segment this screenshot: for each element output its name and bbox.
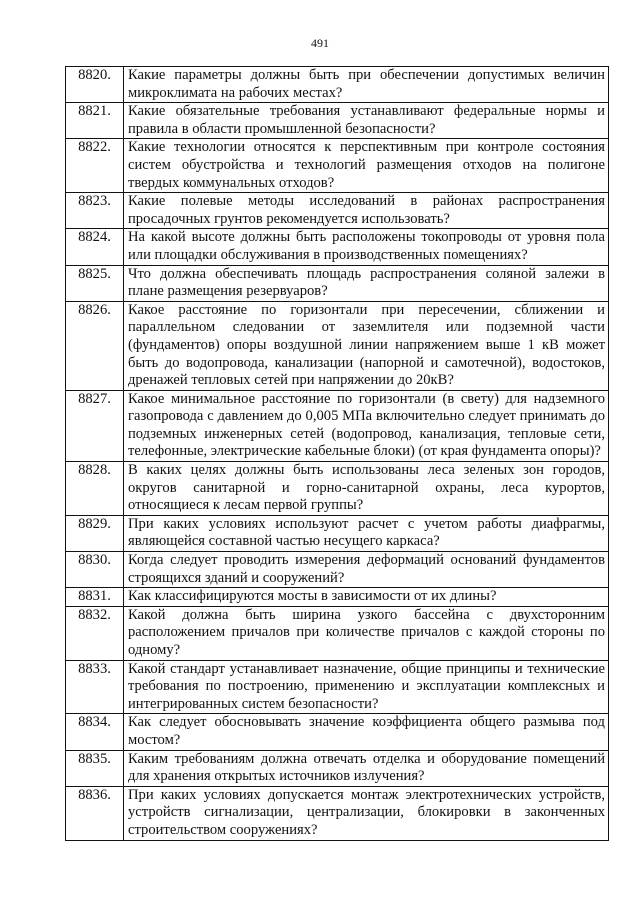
question-text: На какой высоте должны быть расположены токопроводы от уровня пола или площадки обслуживания в производственных помещениях? [124, 229, 609, 265]
question-text: Какие технологии относятся к перспективным при контроле состояния систем обустройства и технологий размещения отходов на полигоне твердых коммунальных отходов? [124, 139, 609, 193]
questions-table-body [66, 67, 609, 841]
question-row [66, 462, 609, 516]
question-text: В каких целях должны быть использованы леса зеленых зон городов, округов санитарной и горно-санитарной охраны, леса курортов, относящиеся к лесам первой группы? [124, 462, 609, 516]
question-row [66, 552, 609, 588]
question-number: 8835. [66, 750, 124, 786]
question-row [66, 265, 609, 301]
question-number: 8834. [66, 714, 124, 750]
question-row [66, 606, 609, 660]
question-number: 8836. [66, 786, 124, 840]
question-number: 8828. [66, 462, 124, 516]
question-text: Какие полевые методы исследований в районах распространения просадочных грунтов рекомендуется использовать? [124, 193, 609, 229]
question-text: Какое минимальное расстояние по горизонтали (в свету) для надземного газопровода с давлением до 0,005 МПа включительно следует принимать до подземных инженерных сетей (водопровод, канализация, тепловые сети, телефонные, электрические кабельные блоки) (от края фундамента опоры)? [124, 390, 609, 461]
question-row [66, 714, 609, 750]
question-row [66, 750, 609, 786]
questions-table [65, 66, 609, 841]
question-row [66, 390, 609, 461]
page-number: 491 [311, 36, 329, 50]
question-number: 8824. [66, 229, 124, 265]
question-text: Каким требованиям должна отвечать отделка и оборудование помещений для хранения открытых источников излучения? [124, 750, 609, 786]
question-number: 8827. [66, 390, 124, 461]
question-text: Какой должна быть ширина узкого бассейна с двухсторонним расположением причалов при количестве причалов с каждой стороны по одному? [124, 606, 609, 660]
question-number: 8826. [66, 301, 124, 390]
question-row [66, 229, 609, 265]
question-text: Какие обязательные требования устанавливают федеральные нормы и правила в области промышленной безопасности? [124, 103, 609, 139]
question-row [66, 660, 609, 714]
question-row [66, 786, 609, 840]
question-text: Как классифицируются мосты в зависимости от их длины? [124, 588, 609, 607]
question-number: 8825. [66, 265, 124, 301]
question-text: Как следует обосновывать значение коэффициента общего размыва под мостом? [124, 714, 609, 750]
question-text: Какое расстояние по горизонтали при пересечении, сближении и параллельном следовании от заземлителя или подземной части (фундаментов) опоры воздушной линии напряжением выше 1 кВ может быть до водопровода, канализации (напорной и самотечной), водостоков, дренажей тепловых сетей при напряжении до 20кВ? [124, 301, 609, 390]
question-text: Когда следует проводить измерения деформаций оснований фундаментов строящихся зданий и сооружений? [124, 552, 609, 588]
question-text: При каких условиях допускается монтаж электротехнических устройств, устройств сигнализации, централизации, блокировки в законченных строительством сооружениях? [124, 786, 609, 840]
question-row [66, 588, 609, 607]
question-number: 8831. [66, 588, 124, 607]
question-row [66, 103, 609, 139]
question-text: Что должна обеспечивать площадь распространения соляной залежи в плане размещения резервуаров? [124, 265, 609, 301]
question-number: 8821. [66, 103, 124, 139]
question-text: Какой стандарт устанавливает назначение, общие принципы и технические требования по построению, применению и эксплуатации комплексных и интегрированных систем безопасности? [124, 660, 609, 714]
question-number: 8822. [66, 139, 124, 193]
question-number: 8832. [66, 606, 124, 660]
question-row [66, 139, 609, 193]
question-text: При каких условиях используют расчет с учетом работы диафрагмы, являющейся составной частью несущего каркаса? [124, 515, 609, 551]
question-text: Какие параметры должны быть при обеспечении допустимых величин микроклимата на рабочих местах? [124, 67, 609, 103]
question-row [66, 301, 609, 390]
question-number: 8823. [66, 193, 124, 229]
question-row [66, 67, 609, 103]
question-number: 8833. [66, 660, 124, 714]
question-number: 8829. [66, 515, 124, 551]
question-number: 8830. [66, 552, 124, 588]
question-number: 8820. [66, 67, 124, 103]
question-row [66, 515, 609, 551]
question-row [66, 193, 609, 229]
